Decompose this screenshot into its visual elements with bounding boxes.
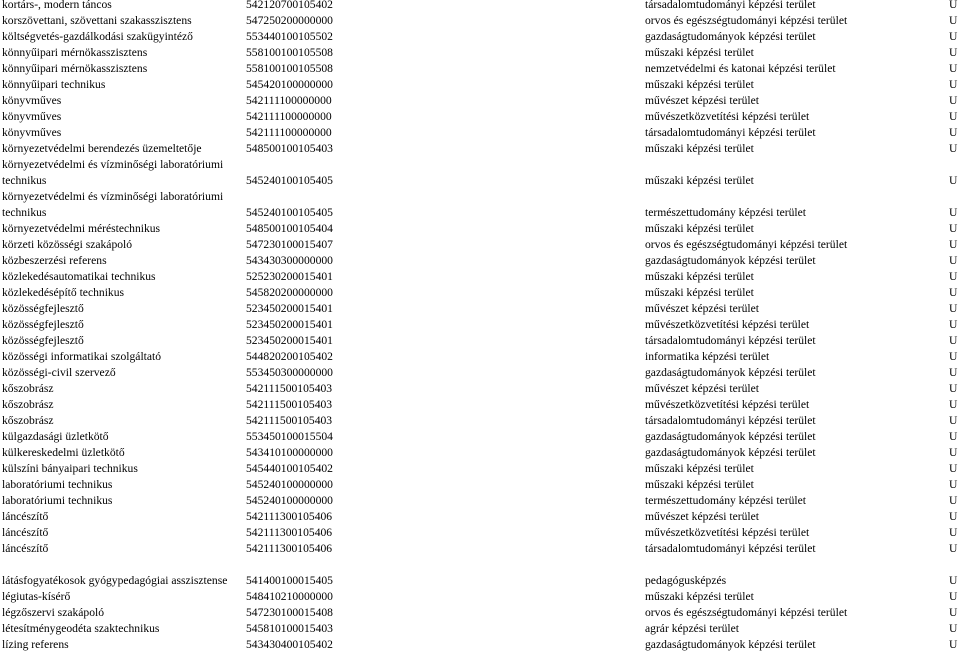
training-area: társadalomtudományi képzési terület	[645, 0, 816, 11]
qualification-name: látásfogyatékosok gyógypedagógiai asszisztense	[2, 574, 228, 587]
qualification-code: 553450300000000	[246, 366, 333, 379]
qualification-name: közbeszerzési referens	[2, 254, 107, 267]
training-area: orvos és egészségtudományi képzési terület	[645, 238, 848, 251]
status-flag: U	[949, 366, 958, 379]
qualification-name: közösségi-civil szervező	[2, 366, 116, 379]
qualification-code: 541400100015405	[246, 574, 333, 587]
status-flag: U	[949, 334, 958, 347]
qualification-code: 558100100105508	[246, 46, 333, 59]
qualification-name: korszövettani, szövettani szakasszisztens	[2, 14, 192, 27]
training-area: természettudomány képzési terület	[645, 494, 806, 507]
qualification-name: könnyűipari technikus	[2, 78, 106, 91]
qualification-name: kortárs-, modern táncos	[2, 0, 112, 11]
qualification-code: 542111100000000	[246, 94, 332, 107]
qualification-name: láncészítő	[2, 526, 49, 539]
qualification-code: 548410210000000	[246, 590, 333, 603]
qualification-code: 545240100105405	[246, 206, 333, 219]
training-area: gazdaságtudományok képzési terület	[645, 638, 816, 651]
training-area: művészetközvetítési képzési terület	[645, 526, 810, 539]
training-area: művészet képzési terület	[645, 382, 759, 395]
training-area: művészetközvetítési képzési terület	[645, 398, 810, 411]
qualification-name: kőszobrász	[2, 414, 54, 427]
training-area: műszaki képzési terület	[645, 142, 754, 155]
qualification-code: 542111500105403	[246, 382, 333, 395]
training-area: műszaki képzési terület	[645, 462, 754, 475]
training-area: műszaki képzési terület	[645, 270, 754, 283]
qualification-code: 542111300105406	[246, 542, 333, 555]
training-area: műszaki képzési terület	[645, 78, 754, 91]
training-area: gazdaságtudományok képzési terület	[645, 446, 816, 459]
status-flag: U	[949, 270, 958, 283]
status-flag: U	[949, 78, 958, 91]
status-flag: U	[949, 30, 958, 43]
status-flag: U	[949, 446, 958, 459]
training-area: műszaki képzési terület	[645, 46, 754, 59]
qualification-name: könyvműves	[2, 110, 62, 123]
training-area: pedagógusképzés	[645, 574, 727, 587]
training-area: gazdaságtudományok képzési terület	[645, 30, 816, 43]
qualification-name: közösségi informatikai szolgáltató	[2, 350, 162, 363]
qualification-name: létesítménygeodéta szaktechnikus	[2, 622, 160, 635]
status-flag: U	[949, 542, 958, 555]
qualification-name: technikus	[2, 174, 47, 187]
status-flag: U	[949, 414, 958, 427]
qualification-code: 553440100105502	[246, 30, 333, 43]
qualification-name: külkereskedelmi üzletkötő	[2, 446, 125, 459]
status-flag: U	[949, 286, 958, 299]
training-area: művészetközvetítési képzési terület	[645, 110, 810, 123]
qualification-name: kőszobrász	[2, 398, 54, 411]
qualification-name: környezetvédelmi méréstechnikus	[2, 222, 161, 235]
qualification-name: közösségfejlesztő	[2, 302, 84, 315]
status-flag: U	[949, 622, 958, 635]
status-flag: U	[949, 590, 958, 603]
qualification-code: 543410100000000	[246, 446, 333, 459]
qualification-name: közösségfejlesztő	[2, 334, 84, 347]
qualification-code: 547230100015408	[246, 606, 333, 619]
training-area: társadalomtudományi képzési terület	[645, 334, 816, 347]
qualification-name: környezetvédelmi berendezés üzemeltetője	[2, 142, 202, 155]
training-area: műszaki képzési terület	[645, 590, 754, 603]
qualification-code: 542111100000000	[246, 126, 332, 139]
qualification-code: 523450200015401	[246, 318, 333, 331]
qualification-code: 547230100015407	[246, 238, 333, 251]
training-area: társadalomtudományi képzési terület	[645, 414, 816, 427]
qualification-name: költségvetés-gazdálkodási szakügyintéző	[2, 30, 193, 43]
status-flag: U	[949, 430, 958, 443]
status-flag: U	[949, 350, 958, 363]
training-area: műszaki képzési terület	[645, 222, 754, 235]
status-flag: U	[949, 14, 958, 27]
status-flag: U	[949, 638, 958, 651]
status-flag: U	[949, 46, 958, 59]
training-area: társadalomtudományi képzési terület	[645, 542, 816, 555]
qualification-name: körzeti közösségi szakápoló	[2, 238, 133, 251]
qualification-name: külgazdasági üzletkötő	[2, 430, 109, 443]
qualification-code: 542111300105406	[246, 510, 333, 523]
qualification-name: kőszobrász	[2, 382, 54, 395]
training-area: művészetközvetítési képzési terület	[645, 318, 810, 331]
training-area: természettudomány képzési terület	[645, 206, 806, 219]
training-area: orvos és egészségtudományi képzési terület	[645, 606, 848, 619]
qualification-code: 548500100105403	[246, 142, 333, 155]
training-area: művészet képzési terület	[645, 302, 759, 315]
qualification-name: közösségfejlesztő	[2, 318, 84, 331]
qualification-name: lízing referens	[2, 638, 69, 651]
qualification-code: 545240100000000	[246, 478, 333, 491]
qualification-name: külszíni bányaipari technikus	[2, 462, 138, 475]
qualification-code: 548500100105404	[246, 222, 333, 235]
qualification-code: 542120700105402	[246, 0, 333, 11]
qualification-code: 553450100015504	[246, 430, 333, 443]
training-area: gazdaságtudományok képzési terület	[645, 254, 816, 267]
qualification-name: könnyűipari mérnökasszisztens	[2, 46, 148, 59]
status-flag: U	[949, 254, 958, 267]
qualification-code: 545240100000000	[246, 494, 333, 507]
qualification-name: könyvműves	[2, 126, 62, 139]
status-flag: U	[949, 302, 958, 315]
qualification-code: 545420100000000	[246, 78, 333, 91]
qualification-name: láncészítő	[2, 510, 49, 523]
qualification-code: 545440100105402	[246, 462, 333, 475]
status-flag: U	[949, 174, 958, 187]
training-area: gazdaságtudományok képzési terület	[645, 430, 816, 443]
training-area: műszaki képzési terület	[645, 286, 754, 299]
qualification-code: 547250200000000	[246, 14, 333, 27]
qualification-name-line1: környezetvédelmi és vízminőségi laboratóriumi	[2, 190, 224, 203]
qualification-code: 558100100105508	[246, 62, 333, 75]
qualification-name: láncészítő	[2, 542, 49, 555]
status-flag: U	[949, 142, 958, 155]
qualification-code: 545820200000000	[246, 286, 333, 299]
training-area: művészet képzési terület	[645, 510, 759, 523]
qualification-name: könnyűipari mérnökasszisztens	[2, 62, 148, 75]
status-flag: U	[949, 222, 958, 235]
qualification-name: közlekedésautomatikai technikus	[2, 270, 156, 283]
qualification-code: 542111300105406	[246, 526, 333, 539]
qualification-name: laboratóriumi technikus	[2, 478, 113, 491]
training-area: agrár képzési terület	[645, 622, 739, 635]
qualification-name: laboratóriumi technikus	[2, 494, 113, 507]
status-flag: U	[949, 206, 958, 219]
qualification-code: 542111500105403	[246, 398, 333, 411]
status-flag: U	[949, 494, 958, 507]
status-flag: U	[949, 110, 958, 123]
status-flag: U	[949, 398, 958, 411]
qualification-code: 545240100105405	[246, 174, 333, 187]
status-flag: U	[949, 606, 958, 619]
qualification-code: 523450200015401	[246, 334, 333, 347]
qualification-code: 544820200105402	[246, 350, 333, 363]
training-area: műszaki képzési terület	[645, 174, 754, 187]
training-area: gazdaságtudományok képzési terület	[645, 366, 816, 379]
training-area: informatika képzési terület	[645, 350, 770, 363]
qualification-name-line1: környezetvédelmi és vízminőségi laboratóriumi	[2, 158, 224, 171]
status-flag: U	[949, 382, 958, 395]
status-flag: U	[949, 238, 958, 251]
qualification-code: 543430300000000	[246, 254, 333, 267]
qualification-code: 523450200015401	[246, 302, 333, 315]
training-area: művészet képzési terület	[645, 94, 759, 107]
qualification-name: könyvműves	[2, 94, 62, 107]
qualification-name: közlekedésépítő technikus	[2, 286, 125, 299]
qualification-name: légiutas-kísérő	[2, 590, 71, 603]
qualification-code: 542111100000000	[246, 110, 332, 123]
status-flag: U	[949, 62, 958, 75]
status-flag: U	[949, 526, 958, 539]
status-flag: U	[949, 478, 958, 491]
status-flag: U	[949, 462, 958, 475]
status-flag: U	[949, 0, 958, 11]
status-flag: U	[949, 574, 958, 587]
qualification-code: 542111500105403	[246, 414, 333, 427]
qualification-name: légzőszervi szakápoló	[2, 606, 105, 619]
training-area: műszaki képzési terület	[645, 478, 754, 491]
status-flag: U	[949, 94, 958, 107]
status-flag: U	[949, 510, 958, 523]
training-area: társadalomtudományi képzési terület	[645, 126, 816, 139]
qualification-code: 525230200015401	[246, 270, 333, 283]
training-area: nemzetvédelmi és katonai képzési terület	[645, 62, 836, 75]
qualification-name: technikus	[2, 206, 47, 219]
training-area: orvos és egészségtudományi képzési terület	[645, 14, 848, 27]
qualification-code: 545810100015403	[246, 622, 333, 635]
status-flag: U	[949, 318, 958, 331]
status-flag: U	[949, 126, 958, 139]
qualification-code: 543430400105402	[246, 638, 333, 651]
